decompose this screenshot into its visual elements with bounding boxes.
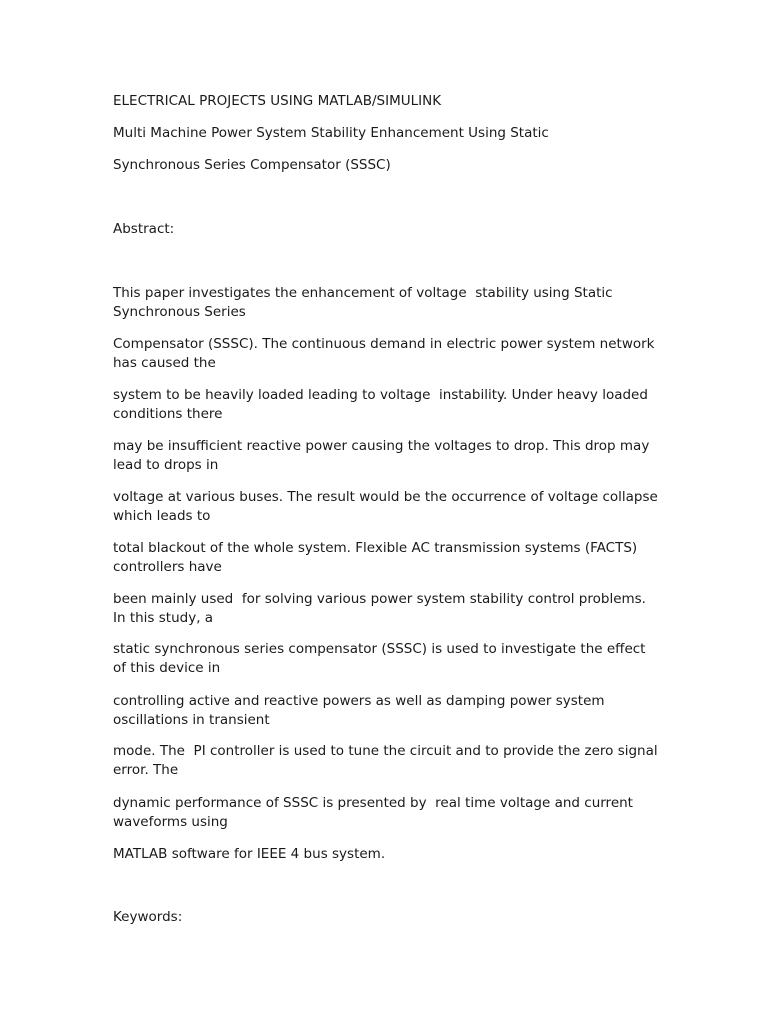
abstract-paragraph-8: static synchronous series compensator (SSSC) is used to investigate the effect of this device in (113, 641, 650, 676)
abstract-paragraph-3: system to be heavily loaded leading to voltage instability. Under heavy loaded conditions there (113, 387, 653, 422)
abstract-paragraph-5: voltage at various buses. The result would be the occurrence of voltage collapse which leads to (113, 489, 663, 524)
abstract-paragraph-12: MATLAB software for IEEE 4 bus system. (113, 846, 386, 862)
title-line-2: Synchronous Series Compensator (SSSC) (113, 157, 391, 173)
abstract-label: Abstract: (113, 221, 175, 237)
abstract-paragraph-2: Compensator (SSSC). The continuous demand in electric power system network has caused the (113, 336, 659, 371)
title-line-1: Multi Machine Power System Stability Enhancement Using Static (113, 125, 549, 141)
abstract-paragraph-6: total blackout of the whole system. Flexible AC transmission systems (FACTS) controllers have (113, 540, 642, 575)
abstract-paragraph-10: mode. The PI controller is used to tune the circuit and to provide the zero signal error. The (113, 743, 662, 778)
abstract-paragraph-9: controlling active and reactive powers as well as damping power system oscillations in transient (113, 693, 609, 728)
document-heading: ELECTRICAL PROJECTS USING MATLAB/SIMULINK (113, 93, 442, 109)
keywords-label: Keywords: (113, 909, 183, 925)
abstract-paragraph-1: This paper investigates the enhancement of voltage stability using Static Synchronous Series (113, 285, 617, 320)
abstract-paragraph-11: dynamic performance of SSSC is presented by real time voltage and current waveforms using (113, 795, 638, 830)
abstract-paragraph-7: been mainly used for solving various power system stability control problems. In this study, a (113, 591, 651, 626)
abstract-paragraph-4: may be insufficient reactive power causing the voltages to drop. This drop may lead to drops in (113, 438, 654, 473)
